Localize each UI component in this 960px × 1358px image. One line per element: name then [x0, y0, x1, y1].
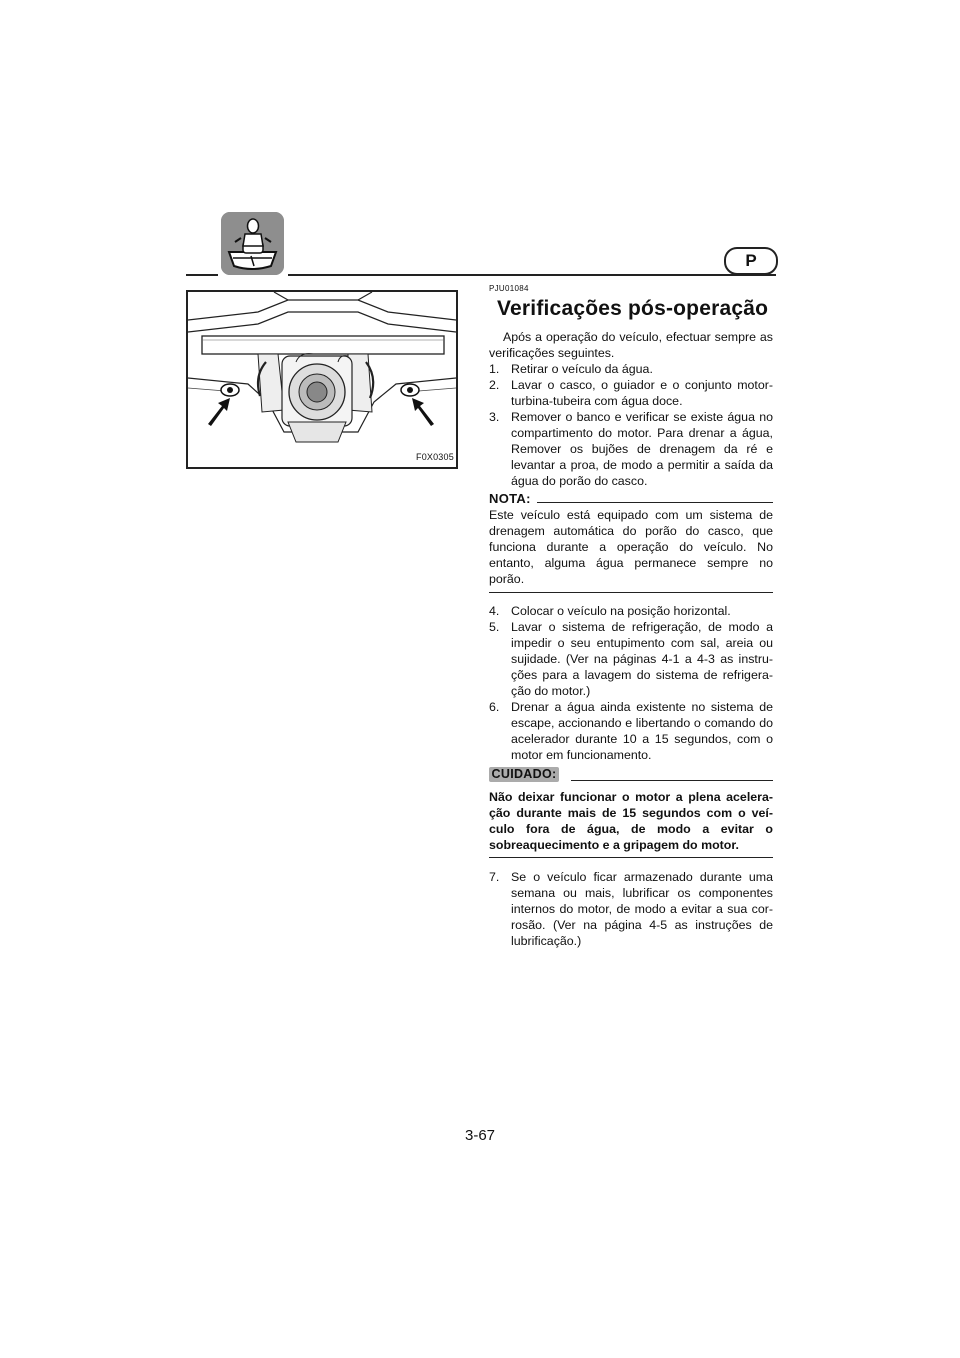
- hull-drain-plugs-illustration: [186, 290, 458, 469]
- page-title: Verificações pós-operação: [497, 297, 769, 320]
- step-number: 1.: [489, 362, 500, 376]
- header-rule: [288, 274, 776, 276]
- note-text: Este veículo está equipado com um sistema de drenagem automática do porão do casco, que funciona durante a operação do veículo. No entanto, alguma água permanece sempre no porão.: [489, 508, 773, 586]
- step-number: 5.: [489, 620, 500, 634]
- step-number: 6.: [489, 700, 500, 714]
- page-number: 3-67: [464, 1127, 496, 1144]
- figure-code: F0X0305: [416, 452, 454, 462]
- step-text: Drenar a água ainda existente no sistema de escape, accionando e libertando o comando do acelerador durante 10 a 15 segundos, com o motor em funcionamento.: [511, 700, 773, 762]
- list-item: [489, 409, 773, 489]
- step-text: Se o veículo ficar armazenado durante uma semana ou mais, lubrificar os componentes internos do motor, de modo a evitar a sua cor-rosão. (Ver na página 4-5 as instruções de lubrificação.): [511, 870, 773, 948]
- header-rule: [186, 274, 218, 276]
- intro-paragraph: Após a operação do veículo, efectuar sempre as verificações seguintes.: [489, 330, 773, 360]
- step-text: Retirar o veículo da água.: [511, 362, 653, 376]
- step-text: Lavar o casco, o guiador e o conjunto motor-turbina-tubeira com água doce.: [511, 378, 773, 408]
- caution-rule-bottom: [489, 857, 773, 858]
- step-text: Lavar o sistema de refrigeração, de modo a impedir o seu entupimento com sal, areia ou sujidade. (Ver na páginas 4-1 a 4-3 as instru-ções para a lavagem do sistema de refrigera-ção do motor.): [511, 620, 773, 698]
- list-item: [489, 619, 773, 699]
- note-label: NOTA:: [489, 491, 531, 506]
- note-rule-top: [537, 502, 773, 503]
- caution-label: CUIDADO:: [489, 767, 559, 782]
- step-number: 3.: [489, 410, 500, 424]
- personal-watercraft-rider-icon: [221, 212, 284, 275]
- list-item: [489, 699, 773, 763]
- caution-rule-top: [571, 780, 773, 781]
- step-number: 4.: [489, 604, 500, 618]
- note-rule-bottom: [489, 592, 773, 593]
- section-code: PJU01084: [489, 284, 529, 293]
- list-item: [489, 377, 773, 409]
- step-number: 7.: [489, 870, 500, 884]
- step-text: Remover o banco e verificar se existe água no compartimento do motor. Para drenar a água, Remover os bujões de drenagem da ré e levantar a proa, de modo a permitir a saída da água do porão do casco.: [511, 410, 773, 488]
- list-item: [489, 603, 773, 619]
- caution-text: Não deixar funcionar o motor a plena acelera-ção durante mais de 15 segundos com o veí-culo fora de água, de modo a evitar o sobreaquecimento e a gripagem do motor.: [489, 790, 773, 852]
- list-item: [489, 869, 773, 949]
- list-item: [489, 361, 773, 377]
- language-badge: P: [724, 247, 778, 275]
- step-number: 2.: [489, 378, 500, 392]
- step-text: Colocar o veículo na posição horizontal.: [511, 604, 731, 618]
